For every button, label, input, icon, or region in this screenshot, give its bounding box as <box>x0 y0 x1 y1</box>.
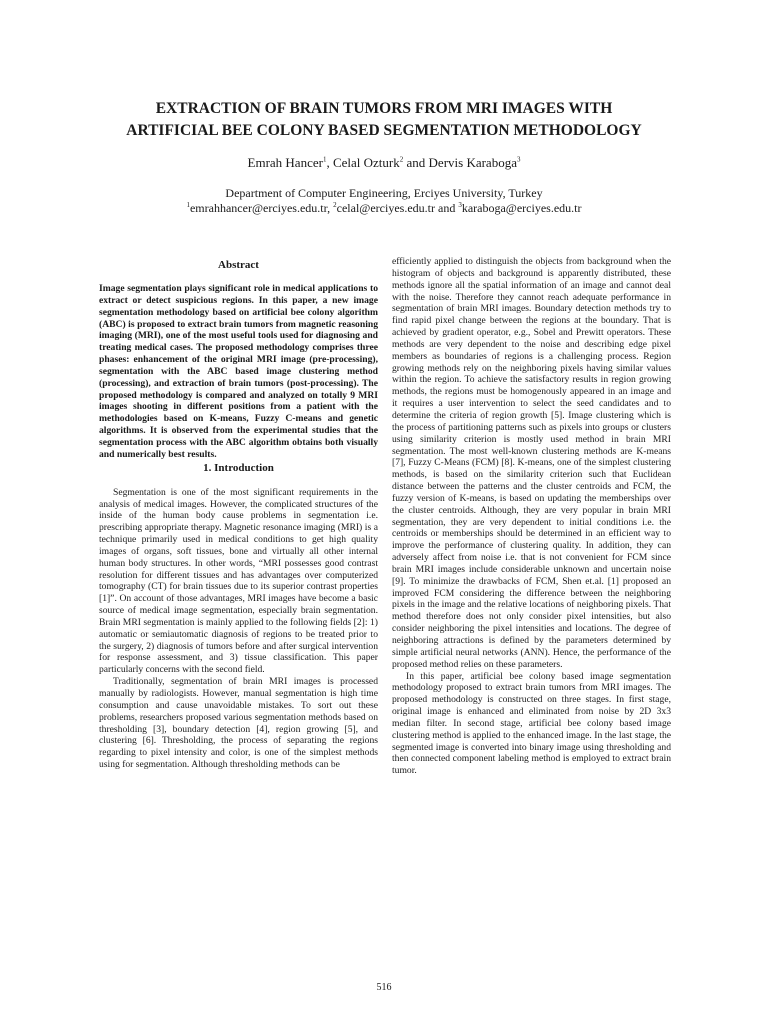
author-2-mark: 2 <box>399 155 404 164</box>
email-1: emrahhancer@erciyes.edu.tr, <box>189 201 334 215</box>
paper-title <box>60 98 708 142</box>
abstract-heading: Abstract <box>218 259 259 271</box>
email-3-mark: 3 <box>458 201 462 209</box>
abstract-text: Image segmentation plays significant role in medical applications to extract or detect suspicious regions. In this paper, a new image segmentation methodology based on artificial bee colony algorithm (ABC) is proposed to extract brain tumors from magnetic reasoning imaging (MRI), one of the most useful tools used for diagnosing and treating medical cases. The proposed methodology comprises three phases: enhancement of the original MRI image (pre-processing), segmentation with the ABC based image clustering method (processing), and extraction of brain tumors (post-processing). The proposed methodology is compared and analyzed on totally 9 MRI images shooting in different positions from a patient with the methodologies based on K-means, Fuzzy C-means and genetic algorithms. It is observed from the experimental studies that the segmentation process with the ABC algorithm obtains both visually and numerically best results. <box>99 283 378 460</box>
affiliation: Department of Computer Engineering, Erciyes University, Turkey <box>225 186 543 200</box>
author-2: Celal Ozturk <box>332 155 400 170</box>
author-3-mark: 3 <box>516 155 521 164</box>
author-1: Emrah Hancer <box>247 155 323 170</box>
page-number: 516 <box>376 982 392 993</box>
body-paragraph-continued: efficiently applied to distinguish the objects from background when the histogram of objects and background is apparently distributed, these methods ignore all the spatial information of an image and cannot deal with the noise. Therefore they cannot reach adequate performance in segmentation of brain MRI images. Boundary detection methods try to find rapid pixel change between the regions at the boundary. That is achieved by gradient operator, e.g., Sobel and Prewitt operators. These methods are very dependent to the noise and describing edge pixel members as boundaries of regions is a challenging process. Region growing methods rely on the neighboring pixels having similar values within the region. To achieve the satisfactory results in region growing methods, the regions must be homogenously appeared in an image and it requires a user intervention to select the seed candidates and to determine the criteria of region growth [5]. Image clustering which is the process of partitioning patterns such as pixels into groups or clusters using similarity criterion is mostly used method in brain MRI segmentation. The most well-known clustering methods are K-means [7], Fuzzy C-Means (FCM) [8]. K-means, one of the simplest clustering methods, is based on the similarity criterion such that Euclidean distance between the patterns and the cluster centroids and FCM, the fuzzy version of K-means, is based on updating the memberships over the cluster centroids. Although, they are very popular in brain MRI segmentation, they are very dependent to initial conditions i.e. the centroids or memberships should be determined in an efficient way to improve the performance of clustering quality. In addition, they can adversely affect from noise i.e. that is not convenient for FCM since brain MRI images include considerable unknown and uncertain noise [9]. To minimize the drawbacks of FCM, Shen et.al. [1] proposed an improved FCM considering the difference between the neighboring pixels in the image and the relative locations of neighboring pixels. That method therefore does not only consider pixel intensities, but also consider neighboring the pixel intensities and locations. The degree of neighboring attractions is defined by the parameters determined by simple artificial neural networks (ANN). Hence, the performance of the proposed method relies on these parameters. <box>392 256 671 670</box>
email-1-mark: 1 <box>186 201 190 209</box>
introduction-heading: 1. Introduction <box>203 461 274 474</box>
author-1-mark: 1 <box>322 155 327 164</box>
author-separator: and <box>403 155 429 170</box>
affiliation-block <box>60 186 708 216</box>
email-2-mark: 2 <box>333 201 337 209</box>
email-line <box>60 201 708 216</box>
intro-paragraph-1: Segmentation is one of the most significant requirements in the analysis of medical images. However, the complicated structures of the inside of the human body cause problems in segmentation i.e. prescribing appropriate therapy. Magnetic resonance imaging (MRI) is a technique primarily used in medical conditions to get high quality images of organs, soft tissues, bone and virtually all other internal human body structures. In other words, “MRI possesses good contrast resolution for different tissues and has advantages over computerized tomography (CT) for brain tissues due to its superior contrast properties [1]”. On account of those advantages, MRI images have become a basic source of medical image segmentation, especially brain segmentation. Brain MRI segmentation is mainly applied to the following fields [2]: 1) automatic or semiautomatic diagnosis of regions to be treated prior to the surgery, 2) diagnosis of tumors before and after surgical intervention for response assessment, and 3) tissue classification. This paper particularly concerns with the second field. <box>99 486 378 676</box>
title-line-1: EXTRACTION OF BRAIN TUMORS FROM MRI IMAGES WITH <box>155 100 613 117</box>
left-column <box>99 256 378 771</box>
author-separator: , <box>326 155 333 170</box>
right-column <box>392 256 671 777</box>
email-2: celal@erciyes.edu.tr and <box>336 201 459 215</box>
author-list <box>60 155 708 171</box>
title-line-2: ARTIFICIAL BEE COLONY BASED SEGMENTATION METHODOLOGY <box>126 122 642 139</box>
intro-paragraph-2: Traditionally, segmentation of brain MRI images is processed manually by radiologists. However, manual segmentation is high time consumption and cause unavoidable mistakes. To sort out these problems, researchers proposed various segmentation methods based on thresholding [3], boundary detection [4], region growing [5], and clustering [6]. Thresholding, the process of separating the regions regarding to pixel intensity and color, is one of the simplest methods using for segmentation. Although thresholding methods can be <box>99 676 378 771</box>
author-3: Dervis Karaboga <box>428 155 517 170</box>
body-paragraph-proposal: In this paper, artificial bee colony based image segmentation methodology proposed to extract brain tumors from MRI images. The proposed methodology is constructed on three stages. In first stage, original image is enhanced and eliminated from noise by 2D 3x3 median filter. In second stage, artificial bee colony based image clustering method is applied to the enhanced image. In the last stage, the segmented image is converted into binary image using thresholding and then connected component labeling method is employed to extract brain tumor. <box>392 670 671 777</box>
email-3: karaboga@erciyes.edu.tr <box>461 201 582 215</box>
